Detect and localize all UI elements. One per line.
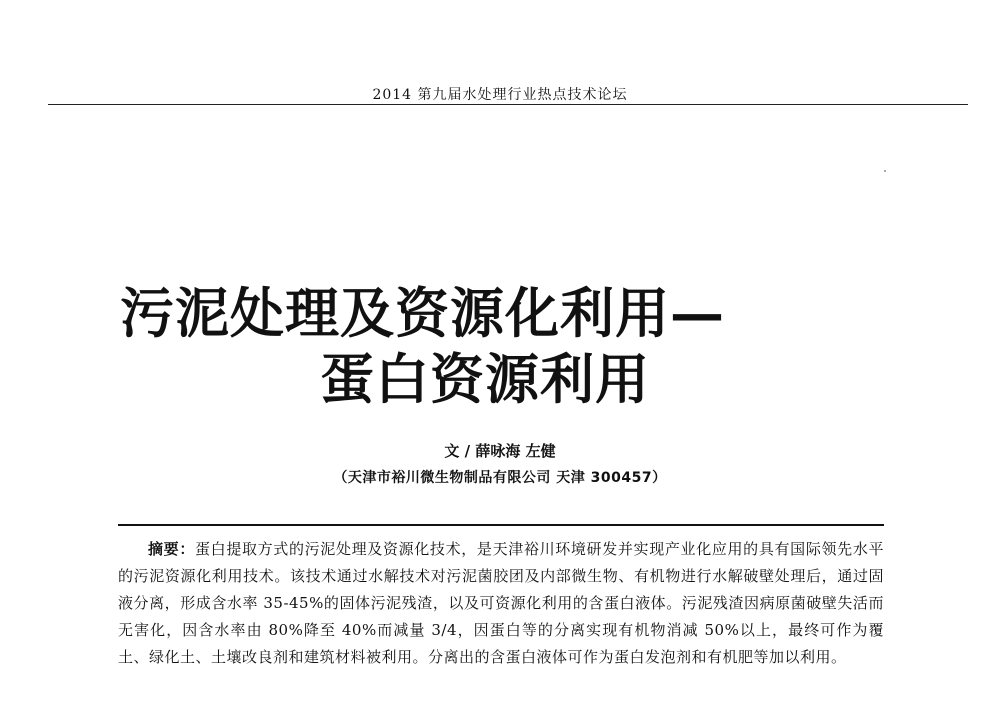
abstract [118,536,884,671]
author-affiliation: （天津市裕川微生物制品有限公司 天津 300457） [333,470,667,486]
section-rule [118,524,884,526]
article-title [120,280,880,412]
title-line-1: 污泥处理及资源化利用— [120,281,725,345]
abstract-label: 摘要： [148,540,195,558]
title-line-2: 蛋白资源利用 [320,347,650,411]
running-header: 2014 第九届水处理行业热点技术论坛 [372,87,628,103]
scan-speck [884,170,886,172]
header-rule [48,104,968,105]
abstract-text: 蛋白提取方式的污泥处理及资源化技术，是天津裕川环境研发并实现产业化应用的具有国际领先水平的污泥资源化利用技术。该技术通过水解技术对污泥菌胶团及内部微生物、有机物进行水解破壁处理后，通过固液分离，形成含水率 35-45%的固体污泥残渣，以及可资源化利用的含蛋白液体。污泥残渣因病原菌破壁失活而无害化，因含水率由 80%降至 40%而减量 3/4，因蛋白等的分离实现有机物消减 50%以上，最终可作为覆土、绿化土、土壤改良剂和建筑材料被利用。分离出的含蛋白液体可作为蛋白发泡剂和有机肥等加以利用。 [118,540,884,666]
byline: 文 / 薛咏海 左健 [444,442,556,460]
